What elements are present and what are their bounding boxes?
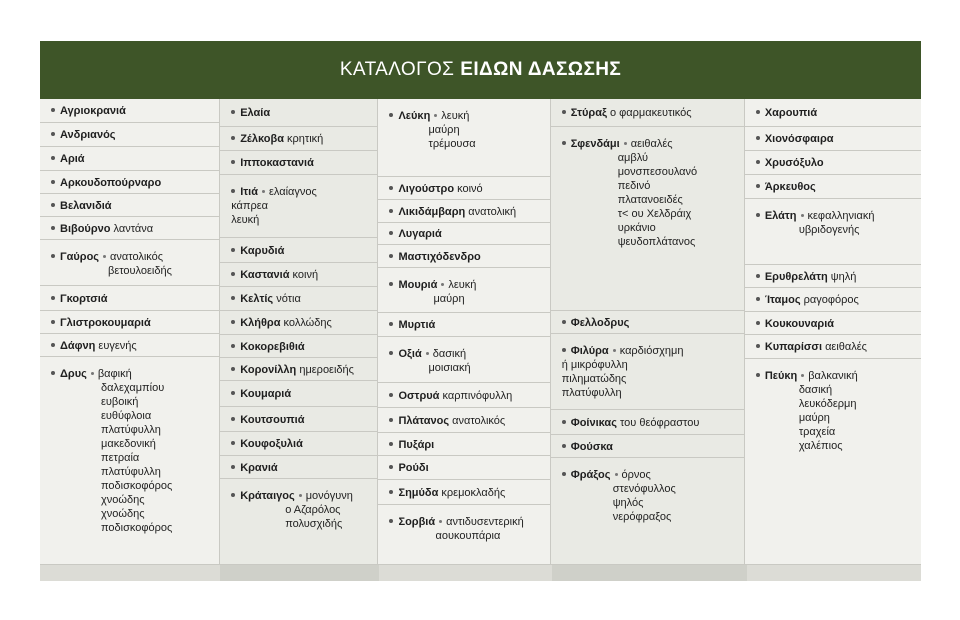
genus-name: Κορονίλλη [240, 364, 297, 376]
genus-name: Ανδριανός [60, 129, 116, 141]
bullet-icon [756, 344, 760, 348]
genus-name: Φράξος [570, 469, 611, 481]
catalog-entry [745, 265, 921, 288]
genus-name: Βελανιδιά [60, 200, 112, 212]
species-name: πλατανοειδές [617, 194, 683, 206]
species-name: πλατύφυλλη [561, 387, 622, 399]
species-name: ανατολικός [449, 415, 506, 427]
genus-name: Ζέλκοβα [240, 133, 284, 145]
genus-name: Στύραξ [570, 107, 607, 119]
catalog-entry [551, 127, 744, 311]
genus-name: Κουκουναριά [764, 318, 835, 330]
bullet-icon [756, 136, 760, 140]
genus-name: Καστανιά [240, 269, 290, 281]
catalog-entry [220, 358, 377, 381]
species-name: ημεροειδής [296, 364, 354, 376]
genus-name: Ερυθρελάτη [764, 271, 828, 283]
bullet-icon [231, 344, 235, 348]
catalog-entry [551, 410, 744, 435]
bullet-icon [231, 160, 235, 164]
catalog-entry [378, 408, 549, 433]
catalog-entry [551, 311, 744, 334]
species-name: υρκάνιο [617, 222, 656, 234]
species-name: ποδισκοφόρος [101, 522, 173, 534]
column-2 [219, 99, 377, 565]
small-bullet-icon [624, 142, 627, 145]
genus-name: Φούσκα [570, 441, 613, 453]
catalog-entry [40, 334, 219, 357]
bullet-icon [756, 274, 760, 278]
species-name: λευκή [441, 110, 470, 122]
column-4 [550, 99, 744, 565]
bullet-icon [231, 465, 235, 469]
bullet-icon [756, 184, 760, 188]
column-5 [744, 99, 921, 565]
bullet-icon [51, 226, 55, 230]
title-regular: ΚΑΤΑΛΟΓΟΣ [339, 59, 455, 80]
catalog-entry [378, 337, 549, 383]
bullet-icon [51, 108, 55, 112]
bullet-icon [389, 113, 393, 117]
species-name: όρνος [621, 469, 651, 481]
bullet-icon [389, 231, 393, 235]
species-name: αντιδυσεντερική [446, 516, 524, 528]
species-name: πεδινό [617, 180, 651, 192]
genus-name: Κοκορεβιθιά [240, 341, 305, 353]
species-name: πετραία [101, 452, 140, 464]
genus-name: Κουμαριά [240, 388, 292, 400]
catalog-title-banner [40, 41, 921, 99]
species-name: δαλεχαμπίου [101, 382, 165, 394]
bullet-icon [51, 296, 55, 300]
bullet-icon [51, 343, 55, 347]
species-name: λευκή [448, 279, 477, 291]
genus-name: Χιονόσφαιρα [764, 133, 834, 145]
genus-name: Γκορτσιά [60, 293, 108, 305]
bullet-icon [562, 110, 566, 114]
species-name: ποδισκοφόρος [101, 480, 173, 492]
bullet-icon [231, 189, 235, 193]
catalog-entry [220, 456, 377, 479]
bullet-icon [51, 203, 55, 207]
species-name: καρδιόσχημη [619, 345, 684, 357]
species-name: ο Αζαρόλος [285, 504, 341, 516]
species-name: κρεμοκλαδής [438, 487, 506, 499]
species-name: μαύρη [798, 412, 830, 424]
genus-name: Οξιά [398, 348, 422, 360]
bullet-icon [51, 254, 55, 258]
catalog-entry [220, 381, 377, 407]
catalog-entry [40, 194, 219, 217]
bullet-icon [756, 321, 760, 325]
species-name: καρπινόφυλλη [439, 390, 513, 402]
species-name: νερόφραξος [612, 511, 672, 523]
catalog-entry [378, 505, 549, 565]
bullet-icon [389, 418, 393, 422]
catalog-entry [378, 383, 549, 408]
bullet-icon [51, 371, 55, 375]
species-name: ψηλός [612, 497, 644, 509]
genus-name: Λικιδάμβαρη [398, 206, 466, 218]
catalog-entry [40, 147, 219, 171]
catalog-entry [551, 458, 744, 565]
bullet-icon [231, 367, 235, 371]
catalog-entry [220, 479, 377, 565]
bullet-icon [51, 132, 55, 136]
species-name: ψευδοπλάτανος [617, 236, 696, 248]
catalog-entry [745, 359, 921, 565]
genus-name: Δρυς [60, 368, 87, 380]
small-bullet-icon [299, 494, 302, 497]
bullet-icon [51, 320, 55, 324]
species-name: μονόγυνη [305, 490, 353, 502]
catalog-entry [551, 435, 744, 458]
catalog-entry [220, 432, 377, 456]
genus-name: Δάφνη [60, 340, 96, 352]
genus-name: Καρυδιά [240, 245, 285, 257]
species-name: υβριδογενής [798, 224, 860, 236]
title-bold: ΕΙΔΩΝ ΔΑΣΩΣΗΣ [460, 59, 622, 80]
bullet-icon [756, 297, 760, 301]
species-name: κρητική [283, 133, 324, 145]
catalog-entry [40, 357, 219, 565]
genus-name: Γλιστροκουμαριά [60, 317, 151, 329]
genus-name: Μαστιχόδενδρο [398, 251, 481, 263]
genus-name: Αγριοκρανιά [60, 105, 126, 117]
bullet-icon [389, 465, 393, 469]
species-name: αειθαλές [822, 341, 867, 353]
genus-name: Κράταιγος [240, 490, 295, 502]
genus-name: Λυγαριά [398, 228, 442, 240]
bullet-icon [231, 136, 235, 140]
species-name: λευκή [231, 214, 260, 226]
genus-name: Κλήθρα [240, 317, 281, 329]
bullet-icon [756, 373, 760, 377]
catalog-entry [40, 123, 219, 147]
genus-name: Κελτίς [240, 293, 274, 305]
species-name: μακεδονική [101, 438, 156, 450]
genus-name: Κυπαρίσσι [764, 341, 823, 353]
catalog-entry [378, 268, 549, 313]
catalog-entry [745, 288, 921, 312]
genus-name: Πυξάρι [398, 439, 435, 451]
species-name: ελαίαγνος [268, 186, 317, 198]
species-name: πλατύφυλλη [101, 424, 161, 436]
species-name: ανατολική [465, 206, 517, 218]
genus-name: Ελαία [240, 107, 271, 119]
genus-name: Λιγούστρο [398, 183, 455, 195]
species-name: στενόφυλλος [612, 483, 676, 495]
catalog-entry [40, 286, 219, 311]
genus-name: Κουφοξυλιά [240, 438, 303, 450]
species-name: ο φαρμακευτικός [606, 107, 692, 119]
small-bullet-icon [103, 255, 106, 258]
species-name: χαλέπιος [798, 440, 843, 452]
bullet-icon [231, 441, 235, 445]
catalog-entry [745, 199, 921, 265]
species-name: χνοώδης [101, 508, 145, 520]
species-name: μαύρη [433, 293, 465, 305]
bullet-icon [756, 160, 760, 164]
bullet-icon [231, 320, 235, 324]
species-name: ή μικρόφυλλη [561, 359, 628, 371]
genus-name: Κρανιά [240, 462, 278, 474]
catalog-entry [220, 335, 377, 358]
small-bullet-icon [439, 520, 442, 523]
catalog-entry [745, 312, 921, 335]
catalog-columns [40, 99, 921, 565]
bullet-icon [231, 296, 235, 300]
genus-name: Χρυσόξυλο [764, 157, 824, 169]
bullet-icon [389, 254, 393, 258]
genus-name: Σφενδάμι [570, 138, 620, 150]
bullet-icon [231, 493, 235, 497]
species-name: ευθύφλοια [101, 410, 152, 422]
genus-name: Λεύκη [398, 110, 431, 122]
genus-name: Μυρτιά [398, 319, 436, 331]
bullet-icon [231, 417, 235, 421]
genus-name: Ιτιά [240, 186, 258, 198]
bullet-icon [389, 393, 393, 397]
genus-name: Πλάτανος [398, 415, 450, 427]
genus-name: Ελάτη [764, 210, 797, 222]
genus-name: Οστρυά [398, 390, 440, 402]
genus-name: Πεύκη [764, 370, 798, 382]
bullet-icon [389, 351, 393, 355]
bullet-icon [231, 391, 235, 395]
bullet-icon [562, 141, 566, 145]
species-name: νότια [273, 293, 301, 305]
catalog-entry [220, 127, 377, 151]
species-name: βαλκανική [808, 370, 858, 382]
species-name: πλατύφυλλη [101, 466, 161, 478]
catalog-entry [378, 200, 549, 223]
catalog-entry [551, 99, 744, 127]
species-name: μαύρη [428, 124, 460, 136]
catalog-entry [378, 456, 549, 480]
bullet-icon [389, 186, 393, 190]
genus-name: Φιλύρα [570, 345, 609, 357]
small-bullet-icon [801, 214, 804, 217]
species-name: ανατολικός [110, 251, 164, 263]
catalog-entry [220, 407, 377, 432]
species-name: μοισιακή [428, 362, 471, 374]
species-name: αειθαλές [630, 138, 673, 150]
bullet-icon [756, 213, 760, 217]
small-bullet-icon [426, 352, 429, 355]
species-name: κάπρεα [231, 200, 269, 212]
genus-name: Ιπποκαστανιά [240, 157, 314, 169]
small-bullet-icon [434, 114, 437, 117]
bullet-icon [51, 180, 55, 184]
bullet-icon [389, 209, 393, 213]
catalog-entry [40, 171, 219, 194]
catalog-entry [378, 177, 549, 200]
catalog-entry [40, 217, 219, 240]
small-bullet-icon [91, 372, 94, 375]
genus-name: Φελλοδρυς [570, 317, 630, 329]
species-name: μονσπεσουλανό [617, 166, 698, 178]
species-name: αμβλύ [617, 152, 648, 164]
bullet-icon [756, 110, 760, 114]
catalog-entry [378, 99, 549, 177]
catalog-entry [40, 311, 219, 334]
species-name: αουκουπάρια [435, 530, 501, 542]
catalog-entry [220, 263, 377, 287]
catalog-entry [745, 335, 921, 359]
bullet-icon [389, 490, 393, 494]
species-name: βαφική [97, 368, 132, 380]
catalog-entry [378, 245, 549, 268]
bullet-icon [389, 442, 393, 446]
genus-name: Ρούδι [398, 462, 429, 474]
bullet-icon [231, 110, 235, 114]
species-name: ψηλή [827, 271, 857, 283]
species-name: κολλώδης [280, 317, 332, 329]
genus-name: Γαύρος [60, 251, 100, 263]
catalog-entry [220, 151, 377, 175]
small-bullet-icon [613, 349, 616, 352]
bullet-icon [562, 420, 566, 424]
catalog-entry [40, 99, 219, 123]
bullet-icon [562, 444, 566, 448]
catalog-entry [378, 480, 549, 505]
species-name: ευβοική [101, 396, 139, 408]
genus-name: Φοίνικας [570, 417, 617, 429]
bullet-icon [562, 348, 566, 352]
small-bullet-icon [801, 374, 804, 377]
catalog-entry [378, 433, 549, 456]
catalog-entry [745, 99, 921, 127]
genus-name: Σημύδα [398, 487, 439, 499]
genus-name: Σορβιά [398, 516, 436, 528]
genus-name: Κουτσουπιά [240, 414, 305, 426]
genus-name: Χαρουπιά [764, 107, 818, 119]
catalog-entry [745, 151, 921, 175]
species-name: κοινό [454, 183, 483, 195]
species-name: τραχεία [798, 426, 836, 438]
genus-name: Ίταμος [764, 294, 801, 306]
column-1 [40, 99, 219, 565]
genus-name: Βιβούρνο [60, 223, 111, 235]
catalog-entry [220, 99, 377, 127]
bullet-icon [231, 272, 235, 276]
species-name: ραγοφόρος [800, 294, 859, 306]
bullet-icon [389, 519, 393, 523]
catalog-entry [220, 287, 377, 311]
genus-name: Αριά [60, 153, 85, 165]
catalog-entry [220, 175, 377, 238]
catalog-entry [378, 313, 549, 337]
species-name: ευγενής [95, 340, 137, 352]
catalog-footer [40, 565, 921, 581]
species-name: τρέμουσα [428, 138, 476, 150]
species-name: πολυσχιδής [285, 518, 343, 530]
genus-name: Μουριά [398, 279, 438, 291]
species-name: λευκόδερμη [798, 398, 857, 410]
small-bullet-icon [615, 473, 618, 476]
bullet-icon [389, 282, 393, 286]
small-bullet-icon [441, 283, 444, 286]
species-name: δασική [432, 348, 467, 360]
catalog-entry [745, 127, 921, 151]
bullet-icon [51, 156, 55, 160]
catalog-entry [220, 311, 377, 335]
catalog-entry [40, 240, 219, 286]
catalog-entry [745, 175, 921, 199]
species-name: τ˂ ου Χελδράιχ [617, 208, 692, 220]
species-name: του θεόφραστου [616, 417, 700, 429]
catalog-sheet [40, 41, 921, 581]
small-bullet-icon [262, 190, 265, 193]
species-name: πιληματώδης [561, 373, 627, 385]
catalog-entry [551, 334, 744, 410]
bullet-icon [562, 472, 566, 476]
species-name: χνοώδης [101, 494, 145, 506]
bullet-icon [389, 322, 393, 326]
column-3 [377, 99, 549, 565]
species-name: βετουλοειδής [108, 265, 172, 277]
catalog-entry [378, 223, 549, 245]
genus-name: Αρκουδοπούρναρο [60, 177, 162, 189]
bullet-icon [231, 248, 235, 252]
bullet-icon [562, 320, 566, 324]
genus-name: Άρκευθος [764, 181, 816, 193]
species-name: κοινή [289, 269, 319, 281]
species-name: λαντάνα [110, 223, 154, 235]
catalog-entry [220, 238, 377, 263]
species-name: κεφαλληνιακή [807, 210, 875, 222]
species-name: δασική [798, 384, 833, 396]
